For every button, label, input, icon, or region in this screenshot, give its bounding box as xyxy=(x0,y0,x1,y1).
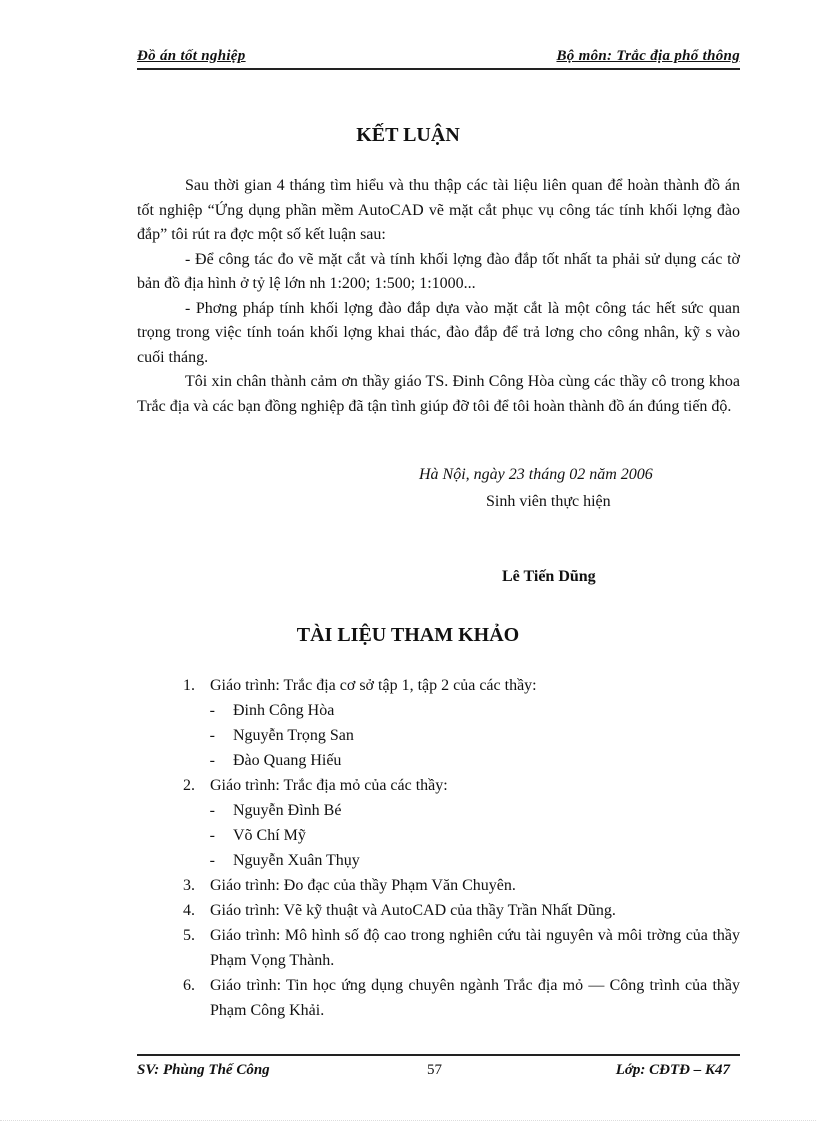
reference-item xyxy=(183,973,740,1023)
page-header xyxy=(137,48,740,70)
reference-subitem xyxy=(183,848,740,873)
page-edge-divider xyxy=(0,1120,816,1121)
dash-marker: - xyxy=(209,702,215,719)
references-title: TÀI LIỆU THAM KHẢO xyxy=(296,624,520,646)
subitem-text: Đinh Công Hòa xyxy=(233,702,335,719)
reference-text: Giáo trình: Trắc địa cơ sở tập 1, tập 2 của các thầy: xyxy=(210,677,537,694)
subitem-text: Đào Quang Hiếu xyxy=(233,752,342,769)
reference-subitem xyxy=(183,698,740,723)
reference-subitem xyxy=(183,748,740,773)
signer-role: Sinh viên thực hiện xyxy=(486,493,611,510)
reference-number: 2. xyxy=(183,777,195,794)
conclusion-paragraph: - Để công tác đo vẽ mặt cắt và tính khối lợng đào đắp tốt nhất ta phải sử dụng các tờ bản đồ địa hình ở tỷ lệ lớn nh 1:200; 1:500; 1:1000... xyxy=(137,250,740,292)
reference-item xyxy=(183,923,740,973)
reference-text: Giáo trình: Đo đạc của thầy Phạm Văn Chuyên. xyxy=(210,877,516,894)
reference-item xyxy=(183,898,740,923)
reference-item xyxy=(183,873,740,898)
subitem-text: Nguyễn Trọng San xyxy=(233,727,354,744)
dash-marker: - xyxy=(209,852,215,869)
place-date: Hà Nội, ngày 23 tháng 02 năm 2006 xyxy=(419,466,653,483)
signer-name: Lê Tiến Dũng xyxy=(502,568,596,585)
footer-student: SV: Phùng Thế Công xyxy=(137,1062,270,1078)
dash-marker: - xyxy=(209,802,215,819)
conclusion-title: KẾT LUẬN xyxy=(356,124,460,146)
reference-number: 6. xyxy=(183,977,195,994)
header-right: Bộ môn: Trắc địa phổ thông xyxy=(556,48,740,64)
dash-marker: - xyxy=(209,727,215,744)
reference-subitem xyxy=(183,798,740,823)
dash-marker: - xyxy=(209,827,215,844)
references-list xyxy=(183,673,740,1023)
subitem-text: Nguyễn Xuân Thụy xyxy=(233,852,360,869)
reference-text: Giáo trình: Trắc địa mỏ của các thầy: xyxy=(210,777,448,794)
reference-number: 1. xyxy=(183,677,195,694)
reference-item xyxy=(183,773,740,798)
reference-item xyxy=(183,673,740,698)
header-left: Đồ án tốt nghiệp xyxy=(137,48,246,64)
reference-number: 5. xyxy=(183,927,195,944)
page-footer xyxy=(137,1054,740,1078)
subitem-text: Võ Chí Mỹ xyxy=(233,827,306,844)
conclusion-paragraph: Sau thời gian 4 tháng tìm hiểu và thu thập các tài liệu liên quan để hoàn thành đồ án tốt nghiệp “Ứng dụng phần mềm AutoCAD vẽ mặt cắt phục vụ công tác tính khối lợng đào đắp” tôi rút ra đợc một số kết luận sau: xyxy=(137,177,740,243)
conclusion-body xyxy=(137,174,740,419)
subitem-text: Nguyễn Đình Bé xyxy=(233,802,342,819)
footer-class: Lớp: CĐTĐ – K47 xyxy=(615,1062,730,1078)
reference-text: Giáo trình: Tin học ứng dụng chuyên ngành Trắc địa mỏ — Công trình của thầy Phạm Công Khải. xyxy=(210,977,740,1019)
reference-subitem xyxy=(183,823,740,848)
reference-subitem xyxy=(183,723,740,748)
dash-marker: - xyxy=(209,752,215,769)
page-number: 57 xyxy=(427,1062,442,1078)
conclusion-paragraph: Tôi xin chân thành cảm ơn thầy giáo TS. Đinh Công Hòa cùng các thầy cô trong khoa Trắc địa và các bạn đồng nghiệp đã tận tình giúp đỡ tôi để tôi hoàn thành đồ án đúng tiến độ. xyxy=(137,373,740,415)
reference-number: 4. xyxy=(183,902,195,919)
reference-text: Giáo trình: Vẽ kỹ thuật và AutoCAD của thầy Trần Nhất Dũng. xyxy=(210,902,616,919)
reference-text: Giáo trình: Mô hình số độ cao trong nghiên cứu tài nguyên và môi trờng của thầy Phạm Vọng Thành. xyxy=(210,927,740,969)
reference-number: 3. xyxy=(183,877,195,894)
conclusion-paragraph: - Phơng pháp tính khối lợng đào đắp dựa vào mặt cắt là một công tác hết sức quan trọng trong việc tính toán khối lợng khai thác, đào đắp để trả lơng cho công nhân, kỹ s vào cuối tháng. xyxy=(137,299,740,366)
